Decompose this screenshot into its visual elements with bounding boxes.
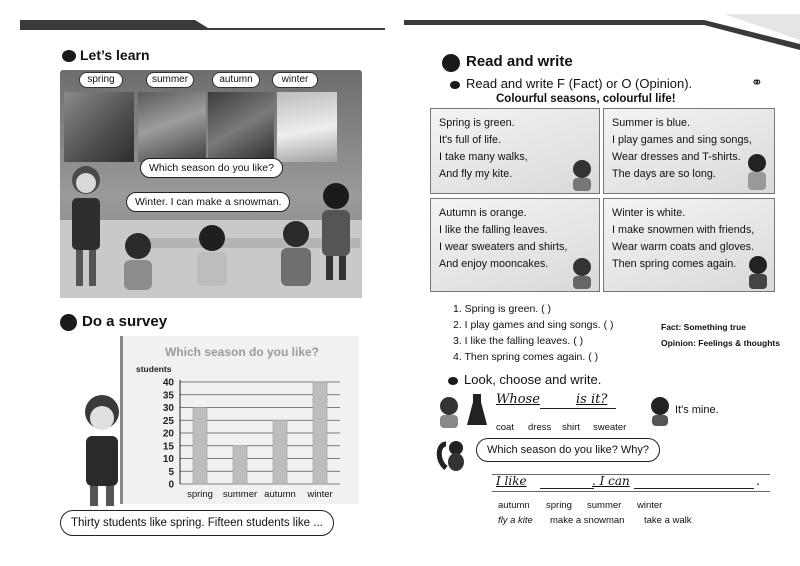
- word-make-a-snowman: make a snowman: [550, 515, 625, 526]
- read-write-title: Read and write: [466, 53, 573, 70]
- question-3: 3. I like the falling leaves. ( ): [453, 335, 584, 347]
- y-tick-label: 5: [168, 466, 174, 478]
- y-tick-label: 35: [162, 390, 174, 402]
- poem-line: I wear sweaters and shirts,: [439, 241, 568, 253]
- answer-underline: [540, 408, 616, 409]
- headphones-icon: ⚭: [751, 74, 763, 90]
- kid-icon: [744, 255, 772, 289]
- poem-line: Autumn is orange.: [439, 207, 527, 219]
- opinion-note: Opinion: Feelings & thoughts: [661, 338, 780, 348]
- word-winter: winter: [637, 500, 663, 511]
- poem-line: The days are so long.: [612, 168, 716, 180]
- poem-line: Wear dresses and T-shirts.: [612, 151, 741, 163]
- student-figure-2: [192, 224, 232, 290]
- poem-line: Then spring comes again.: [612, 258, 737, 270]
- dress-icon: [466, 394, 488, 426]
- question-4: 4. Then spring comes again. ( ): [453, 351, 599, 363]
- answer-underline: [540, 488, 594, 489]
- season-label-summer: summer: [146, 72, 194, 88]
- summer-picture: [138, 92, 206, 162]
- y-tick-label: 0: [168, 479, 174, 491]
- survey-title: Do a survey: [82, 313, 168, 330]
- girl-icon: [436, 396, 462, 428]
- kid-icon: [744, 153, 770, 191]
- section-bullet: [62, 50, 76, 62]
- squirrel-icon: [436, 438, 470, 472]
- poem-subtitle: Colourful seasons, colourful life!: [496, 93, 676, 105]
- x-tick-label-winter: winter: [307, 489, 333, 500]
- poem-line: Wear warm coats and gloves.: [612, 241, 755, 253]
- question-2: 2. I play games and sing songs. ( ): [453, 319, 614, 331]
- y-tick-label: 40: [162, 377, 174, 389]
- poem-box-summer: [603, 108, 775, 194]
- season-label-autumn: autumn: [212, 72, 260, 88]
- poem-line: Winter is white.: [612, 207, 686, 219]
- lets-learn-title: Let’s learn: [80, 47, 150, 63]
- its-mine-text: It's mine.: [675, 404, 719, 416]
- handwritten-whose: Whose: [496, 392, 540, 407]
- word-coat: coat: [496, 422, 514, 433]
- teacher-figure: [62, 158, 112, 288]
- bar-winter: [313, 382, 327, 484]
- girl-figure: [76, 392, 128, 508]
- x-tick-label-summer: summer: [222, 489, 258, 500]
- poem-box-autumn: [430, 198, 600, 292]
- y-tick-label: 30: [162, 403, 174, 414]
- season-question-bubble: Which season do you like? Why?: [476, 438, 660, 462]
- handwritten-i-like: I like: [496, 474, 527, 488]
- word-dress: dress: [528, 422, 552, 433]
- y-axis-label: students: [136, 364, 172, 374]
- bar-spring: [193, 408, 207, 485]
- section-bullet: [442, 54, 460, 72]
- word-take-a-walk: take a walk: [644, 515, 692, 526]
- top-banner-right: [404, 14, 800, 54]
- season-label-spring: spring: [79, 72, 123, 88]
- writing-line: [492, 491, 770, 492]
- word-autumn: autumn: [498, 500, 530, 511]
- boy-icon: [648, 396, 672, 426]
- student-figure-4: [316, 182, 356, 282]
- question-bubble: Which season do you like?: [140, 158, 283, 178]
- spring-picture: [64, 92, 134, 162]
- winter-picture: [277, 92, 337, 162]
- season-label-winter: winter: [272, 72, 318, 88]
- kid-icon: [569, 159, 595, 191]
- student-figure-1: [118, 232, 158, 292]
- x-tick-label-spring: spring: [187, 489, 213, 500]
- chart-title: Which season do you like?: [164, 345, 320, 359]
- word-fly-a-kite: fly a kite: [498, 515, 533, 526]
- poem-line: And fly my kite.: [439, 168, 513, 180]
- read-write-instruction: Read and write F (Fact) or O (Opinion).: [466, 76, 693, 91]
- handwritten-i-can: . I can: [592, 474, 630, 488]
- answer-underline: [634, 488, 754, 489]
- look-choose-title: Look, choose and write.: [464, 372, 602, 387]
- kid-icon: [569, 257, 595, 289]
- poem-line: I play games and sing songs,: [612, 134, 752, 146]
- answer-bubble: Winter. I can make a snowman.: [126, 192, 290, 212]
- poem-box-spring: [430, 108, 600, 194]
- poem-line: I like the falling leaves.: [439, 224, 548, 236]
- right-page: [400, 0, 800, 566]
- season-bar-chart: [128, 340, 356, 506]
- bar-summer: [233, 446, 247, 484]
- word-summer: summer: [587, 500, 622, 511]
- survey-speech-bubble: Thirty students like spring. Fifteen students like ...: [60, 510, 334, 536]
- poem-line: Spring is green.: [439, 117, 515, 129]
- x-tick-label-autumn: autumn: [264, 489, 296, 500]
- poem-line: It's full of life.: [439, 134, 502, 146]
- autumn-picture: [208, 92, 274, 162]
- handwritten-is-it: is it?: [576, 392, 608, 407]
- word-sweater: sweater: [593, 422, 627, 433]
- section-bullet: [60, 314, 77, 331]
- top-banner-left: [20, 18, 385, 30]
- y-tick-label: 20: [162, 428, 174, 440]
- sub-bullet: [450, 81, 460, 89]
- student-figure-3: [276, 220, 316, 290]
- fact-note: Fact: Something true: [661, 322, 747, 332]
- y-tick-label: 15: [162, 441, 174, 453]
- handwritten-period: .: [756, 474, 760, 488]
- y-tick-label: 10: [162, 454, 174, 465]
- poem-box-winter: [603, 198, 775, 292]
- poem-line: I make snowmen with friends,: [612, 224, 755, 236]
- poem-line: And enjoy mooncakes.: [439, 258, 549, 270]
- word-spring: spring: [546, 500, 572, 511]
- poem-line: I take many walks,: [439, 151, 528, 163]
- bar-autumn: [273, 420, 287, 484]
- poem-line: Summer is blue.: [612, 117, 691, 129]
- word-shirt: shirt: [562, 422, 580, 433]
- sub-bullet: [448, 377, 458, 385]
- question-1: 1. Spring is green. ( ): [453, 303, 552, 315]
- y-tick-label: 25: [162, 415, 174, 427]
- writing-line: [492, 474, 770, 475]
